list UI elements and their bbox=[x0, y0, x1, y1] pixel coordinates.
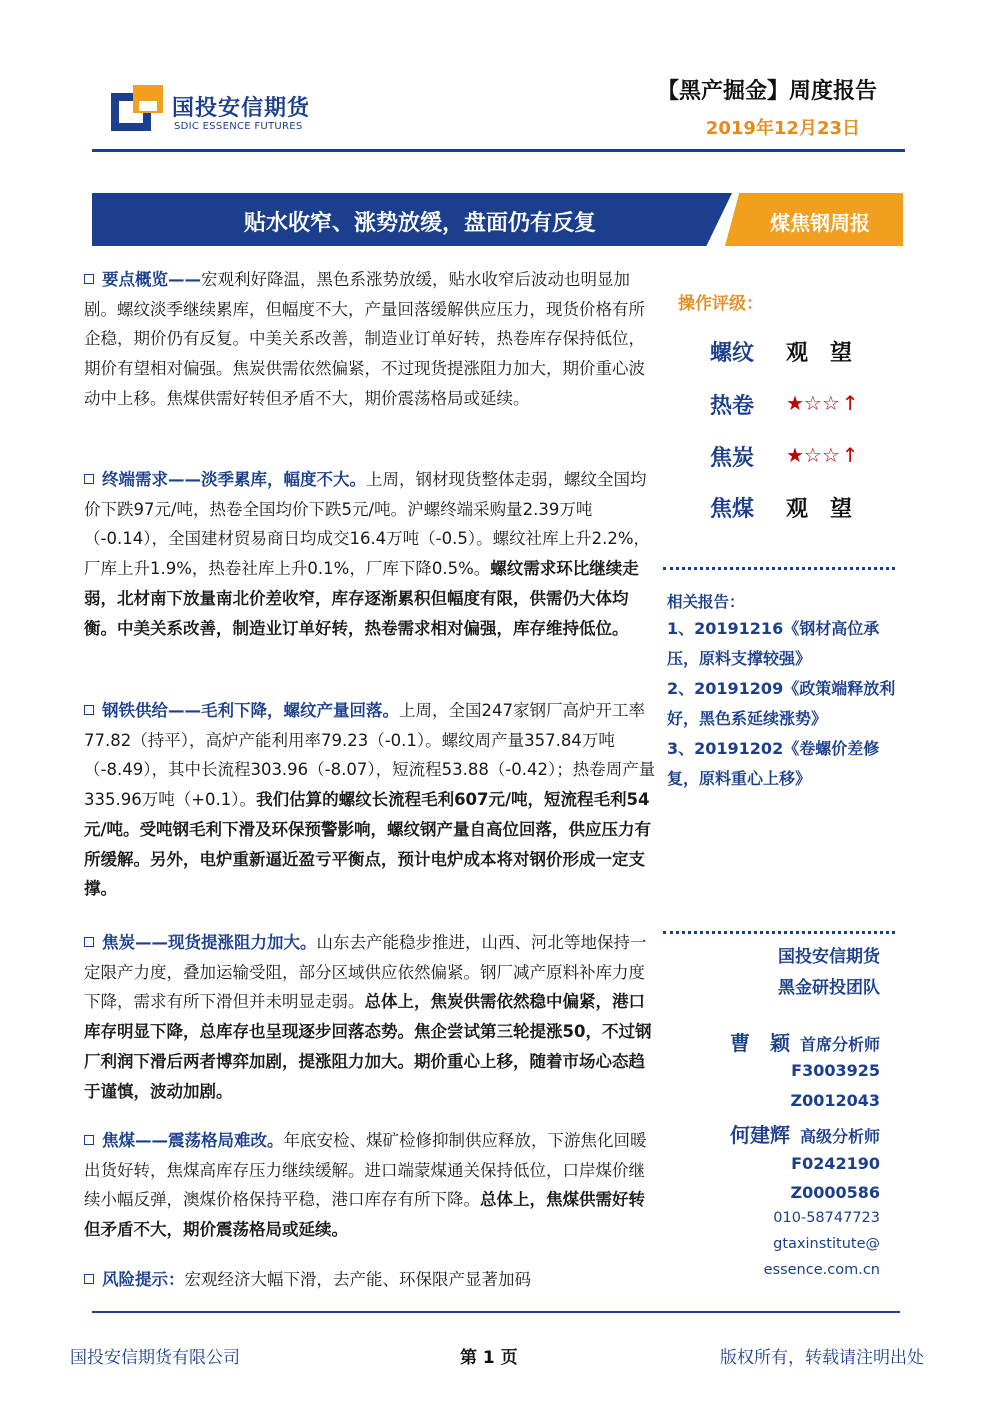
up-arrow-icon: ↑ bbox=[841, 391, 859, 415]
analyst-id: F0242190 bbox=[791, 1154, 880, 1173]
analyst-id: Z0012043 bbox=[790, 1091, 880, 1110]
rating-label: 操作评级： bbox=[678, 294, 763, 314]
report-date: 2019年12月23日 bbox=[705, 118, 860, 139]
rating-name: 焦炭 bbox=[710, 446, 755, 471]
analyst-name: 何建辉 bbox=[729, 1123, 790, 1147]
team-name: 黑金研投团队 bbox=[778, 978, 880, 998]
related-reports-title: 相关报告： bbox=[667, 593, 745, 611]
logo-cn-text: 国投安信期货 bbox=[172, 96, 311, 121]
rating-stars: ★☆☆ ↑ bbox=[786, 391, 859, 415]
section-text: 宏观经济大幅下滑，去产能、环保限产显著加码 bbox=[184, 1270, 531, 1289]
footer-copyright: 版权所有，转载请注明出处 bbox=[720, 1348, 924, 1368]
rating-value: 观 望 bbox=[786, 497, 853, 522]
section-bold-text: 总体上，焦炭供需依然稳中偏紧，港口库存明显下降，总库存也呈现逐步回落态势。焦企尝试第三轮提涨50，不过钢厂利润下滑后两者博弈加剧，提涨阻力加大。期价重心上移，随着市场心态趋于谨慎，波动加剧。 bbox=[84, 992, 652, 1101]
bullet-icon bbox=[84, 1135, 94, 1145]
section-head: 风险提示 bbox=[102, 1270, 168, 1289]
related-report-link[interactable]: 1、20191216《钢材高位承压，原料支撑较强》 bbox=[667, 619, 880, 668]
section-text: 上周，全国247家钢厂高炉开工率77.82（持平），高炉产能利用率79.23（-0.1）。螺纹周产量357.84万吨（-8.49），其中长流程303.96（-8.07），短流程53.88（-0.42）；热卷周产量335.96万吨（+0.1）。 bbox=[84, 701, 656, 810]
category-tag: 煤焦钢周报 bbox=[770, 211, 870, 235]
up-arrow-icon: ↑ bbox=[841, 443, 859, 467]
dotted-divider bbox=[663, 931, 895, 934]
section-bold-text: 总体上，焦煤供需好转但矛盾不大，期价震荡格局或延续。 bbox=[84, 1190, 645, 1240]
dotted-divider bbox=[663, 567, 895, 570]
bullet-icon bbox=[84, 1274, 94, 1284]
footer-company: 国投安信期货有限公司 bbox=[70, 1348, 240, 1368]
rating-stars: ★☆☆ ↑ bbox=[786, 443, 859, 467]
analyst-title: 高级分析师 bbox=[799, 1127, 880, 1146]
rating-name: 螺纹 bbox=[710, 341, 755, 366]
footer-divider bbox=[92, 1311, 900, 1313]
rating-row-coke bbox=[710, 441, 859, 472]
contact-email-1[interactable]: gtaxinstitute@ bbox=[773, 1236, 880, 1252]
related-report-link[interactable]: 3、20191202《卷螺价差修复，原料重心上移》 bbox=[667, 739, 880, 788]
analyst-id: F3003925 bbox=[791, 1061, 880, 1080]
section-bold-text: 我们估算的螺纹长流程毛利607元/吨，短流程毛利54元/吨。受吨钢毛利下滑及环保预警影响，螺纹钢产量自高位回落，供应压力有所缓解。另外，电炉重新逼近盈亏平衡点，预计电炉成本将对钢价形成一定支撑。 bbox=[84, 790, 652, 899]
analyst-title: 首席分析师 bbox=[799, 1035, 880, 1054]
section-head: 焦炭 bbox=[102, 933, 135, 952]
section-head: 钢铁供给 bbox=[102, 701, 168, 720]
section-overview: 要点概览——宏观利好降温，黑色系涨势放缓，贴水收窄后波动也明显加剧。螺纹淡季继续累库，但幅度不大，产量回落缓解供应压力，现货价格有所企稳，期价仍有反复。中美关系改善，制造业订单好转，热卷库存保持低位，期价有望相对偏强。焦炭供需依然偏紧，不过现货提涨阻力加大，期价重心波动中上移。焦煤供需好转但矛盾不大，期价震荡格局或延续。 bbox=[84, 270, 645, 408]
rating-name: 焦煤 bbox=[710, 497, 755, 522]
company-logo-icon bbox=[111, 85, 163, 131]
bullet-icon bbox=[84, 274, 94, 284]
rating-name: 热卷 bbox=[710, 394, 755, 419]
analyst-1 bbox=[730, 1027, 880, 1056]
section-text: 山东去产能稳步推进，山西、河北等地保持一定限产力度，叠加运输受阻，部分区域供应依然偏紧。钢厂减产原料补库力度下降，需求有所下滑但并未明显走弱。 bbox=[84, 933, 647, 1012]
bullet-icon bbox=[84, 474, 94, 484]
bullet-icon bbox=[84, 705, 94, 715]
section-risk: 风险提示：宏观经济大幅下滑，去产能、环保限产显著加码 bbox=[84, 1265, 656, 1295]
section-head: 焦煤 bbox=[102, 1131, 135, 1150]
page-number: 第 1 页 bbox=[460, 1348, 518, 1368]
section-head: 终端需求 bbox=[102, 470, 168, 489]
section-bold-text: 螺纹需求环比继续走弱，北材南下放量南北价差收窄，库存逐渐累积但幅度有限，供需仍大体均衡。中美关系改善，制造业订单好转，热卷需求相对偏强，库存维持低位。 bbox=[84, 559, 639, 638]
analyst-id: Z0000586 bbox=[790, 1183, 880, 1202]
section-text: 上周，钢材现货整体走弱，螺纹全国均价下跌97元/吨，热卷全国均价下跌5元/吨。沪螺终端采购量2.39万吨（-0.14），全国建材贸易商日均成交16.4万吨（-0.5）。螺纹社库上升2.2%，厂库上升1.9%，热卷社库上升0.1%，厂库下降0.5%。 bbox=[84, 470, 651, 579]
logo-en-text: SDIC ESSENCE FUTURES bbox=[174, 121, 303, 132]
section-demand: 终端需求——淡季累库，幅度不大。上周，钢材现货整体走弱，螺纹全国均价下跌97元/吨，热卷全国均价下跌5元/吨。沪螺终端采购量2.39万吨（-0.14），全国建材贸易商日均成交16.4万吨（-0.5）。螺纹社库上升2.2%，厂库上升1.9%，热卷社库上升0.1%，厂库下降0.5%。螺纹需求环比继续走弱，北材南下放量南北价差收窄，库存逐渐累积但幅度有限，供需仍大体均衡。中美关系改善，制造业订单好转，热卷需求相对偏强，库存维持低位。 bbox=[84, 470, 651, 638]
analyst-2 bbox=[730, 1119, 880, 1148]
rating-row-rebar bbox=[710, 336, 853, 367]
contact-phone: 010-58747723 bbox=[773, 1210, 880, 1226]
analyst-name: 曹 颖 bbox=[729, 1031, 790, 1055]
rating-row-coking-coal bbox=[710, 492, 853, 523]
report-type: 【黑产掘金】周度报告 bbox=[656, 79, 877, 104]
team-company: 国投安信期货 bbox=[778, 947, 880, 967]
rating-row-hot-coil bbox=[710, 389, 859, 420]
section-supply: 钢铁供给——毛利下降，螺纹产量回落。上周，全国247家钢厂高炉开工率77.82（持平），高炉产能利用率79.23（-0.1）。螺纹周产量357.84万吨（-8.49），其中长流程303.96（-8.07），短流程53.88（-0.42）；热卷周产量335.96万吨（+0.1）。我们估算的螺纹长流程毛利607元/吨，短流程毛利54元/吨。受吨钢毛利下滑及环保预警影响，螺纹钢产量自高位回落，供应压力有所缓解。另外，电炉重新逼近盈亏平衡点，预计电炉成本将对钢价形成一定支撑。 bbox=[84, 701, 656, 899]
section-coking-coal: 焦煤——震荡格局难改。年底安检、煤矿检修抑制供应释放，下游焦化回暖出货好转，焦煤高库存压力继续缓解。进口端蒙煤通关保持低位，口岸煤价继续小幅反弹，澳煤价格保持平稳，港口库存有所下降。总体上，焦煤供需好转但矛盾不大，期价震荡格局或延续。 bbox=[84, 1131, 647, 1240]
header-divider bbox=[92, 149, 905, 152]
related-report-link[interactable]: 2、20191209《政策端释放利好，黑色系延续涨势》 bbox=[667, 679, 896, 728]
rating-value: 观 望 bbox=[786, 341, 853, 366]
section-text: 年底安检、煤矿检修抑制供应释放，下游焦化回暖出货好转，焦煤高库存压力继续缓解。进口端蒙煤通关保持低位，口岸煤价继续小幅反弹，澳煤价格保持平稳，港口库存有所下降。 bbox=[84, 1131, 647, 1210]
bullet-icon bbox=[84, 937, 94, 947]
section-coke: 焦炭——现货提涨阻力加大。山东去产能稳步推进，山西、河北等地保持一定限产力度，叠加运输受阻，部分区域供应依然偏紧。钢厂减产原料补库力度下降，需求有所下滑但并未明显走弱。总体上，焦炭供需依然稳中偏紧，港口库存明显下降，总库存也呈现逐步回落态势。焦企尝试第三轮提涨50，不过钢厂利润下滑后两者博弈加剧，提涨阻力加大。期价重心上移，随着市场心态趋于谨慎，波动加剧。 bbox=[84, 933, 652, 1101]
section-text: 宏观利好降温，黑色系涨势放缓，贴水收窄后波动也明显加剧。螺纹淡季继续累库，但幅度不大，产量回落缓解供应压力，现货价格有所企稳，期价仍有反复。中美关系改善，制造业订单好转，热卷库存保持低位，期价有望相对偏强。焦炭供需依然偏紧，不过现货提涨阻力加大，期价重心波动中上移。焦煤供需好转但矛盾不大，期价震荡格局或延续。 bbox=[84, 270, 645, 408]
contact-email-2[interactable]: essence.com.cn bbox=[763, 1262, 880, 1278]
page-title: 贴水收窄、涨势放缓，盘面仍有反复 bbox=[243, 211, 596, 236]
section-head: 要点概览 bbox=[102, 270, 168, 289]
